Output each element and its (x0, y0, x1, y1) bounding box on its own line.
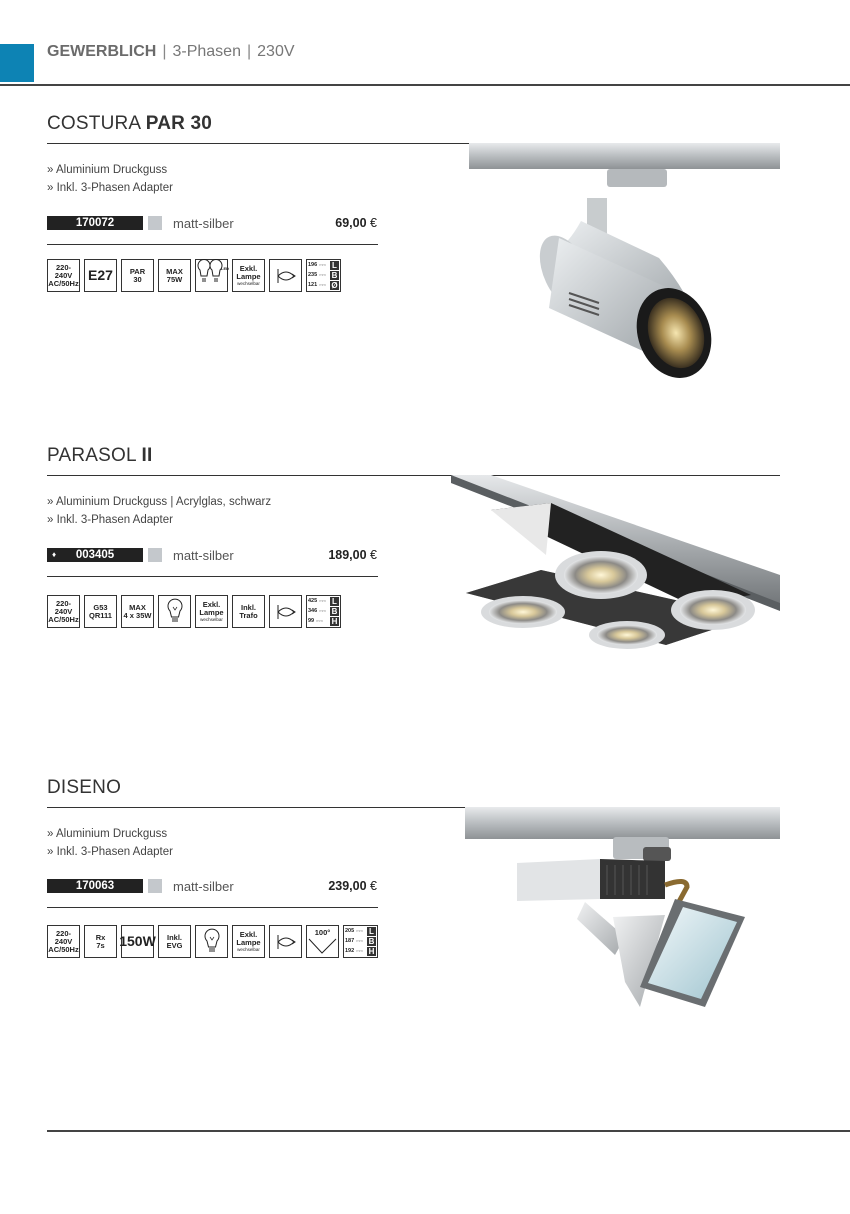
excl-lamp-icon: Exkl. Lampe wechselbar (232, 259, 265, 292)
bulb-led-icon (195, 259, 228, 292)
price-rule (47, 244, 378, 245)
lamp-type-icon: PAR 30 (121, 259, 154, 292)
voltage-icon: 220-240V AC/50Hz (47, 595, 80, 628)
beam-angle-icon: 100° (306, 925, 339, 958)
header-phases: 3-Phasen (172, 43, 241, 60)
color-swatch (148, 879, 162, 893)
dimensions-icon: 425 mm 346 mm 99 mm L B H (306, 595, 341, 628)
feature-item: » Aluminium Druckguss (47, 828, 167, 840)
wattage-icon: 150W (121, 925, 154, 958)
color-swatch (148, 548, 162, 562)
feature-item: » Aluminium Druckguss (47, 164, 167, 176)
product-title: COSTURA PAR 30 (47, 113, 213, 134)
bulb-icon (158, 595, 191, 628)
led-label: LED (221, 265, 229, 271)
price: 69,00 € (335, 216, 377, 230)
socket-icon: E27 (84, 259, 117, 292)
header-rule (0, 84, 850, 86)
rotate-icon (269, 259, 302, 292)
article-number: 170072 (47, 216, 143, 230)
price: 189,00 € (328, 548, 377, 562)
feature-item: » Inkl. 3-Phasen Adapter (47, 846, 173, 858)
excl-lamp-icon: Exkl. Lampe wechselbar (195, 595, 228, 628)
price-rule (47, 576, 378, 577)
article-number: ♦ 003405 (47, 548, 143, 562)
feature-item: » Inkl. 3-Phasen Adapter (47, 514, 173, 526)
socket-icon: Rx 7s (84, 925, 117, 958)
footer-rule (47, 1130, 850, 1132)
product-diseno (47, 777, 780, 1077)
price: 239,00 € (328, 879, 377, 893)
bulb-icon (195, 925, 228, 958)
product-photo (451, 475, 780, 655)
header-voltage: 230V (257, 43, 295, 60)
page-header: GEWERBLICH | 3-Phasen | 230V (47, 43, 295, 60)
product-title: PARASOL II (47, 445, 153, 466)
color-swatch (148, 216, 162, 230)
price-rule (47, 907, 378, 908)
color-name: matt-silber (173, 216, 234, 231)
excl-lamp-icon: Exkl. Lampe wechselbar (232, 925, 265, 958)
feature-item: » Aluminium Druckguss | Acrylglas, schwarz (47, 496, 271, 508)
color-name: matt-silber (173, 548, 234, 563)
wattage-icon: MAX 4 x 35W (121, 595, 154, 628)
voltage-icon: 220-240V AC/50Hz (47, 925, 80, 958)
dimensions-icon: 196 mm 235 mm 121 mm L B Ø (306, 259, 341, 292)
product-photo (465, 807, 780, 1012)
article-number: 170063 (47, 879, 143, 893)
product-photo (469, 143, 780, 378)
feature-item: » Inkl. 3-Phasen Adapter (47, 182, 173, 194)
product-costura (47, 113, 780, 413)
dimensions-icon: 205 mm 187 mm 192 mm L B H (343, 925, 378, 958)
product-title: DISENO (47, 777, 122, 798)
socket-icon: G53 QR111 (84, 595, 117, 628)
product-parasol (47, 445, 780, 745)
color-name: matt-silber (173, 879, 234, 894)
trafo-icon: Inkl. Trafo (232, 595, 265, 628)
rotate-icon (269, 595, 302, 628)
section-tab (0, 44, 34, 82)
rotate-icon (269, 925, 302, 958)
voltage-icon: 220-240V AC/50Hz (47, 259, 80, 292)
wattage-icon: MAX 75W (158, 259, 191, 292)
header-category: GEWERBLICH (47, 43, 157, 60)
evg-icon: Inkl. EVG (158, 925, 191, 958)
